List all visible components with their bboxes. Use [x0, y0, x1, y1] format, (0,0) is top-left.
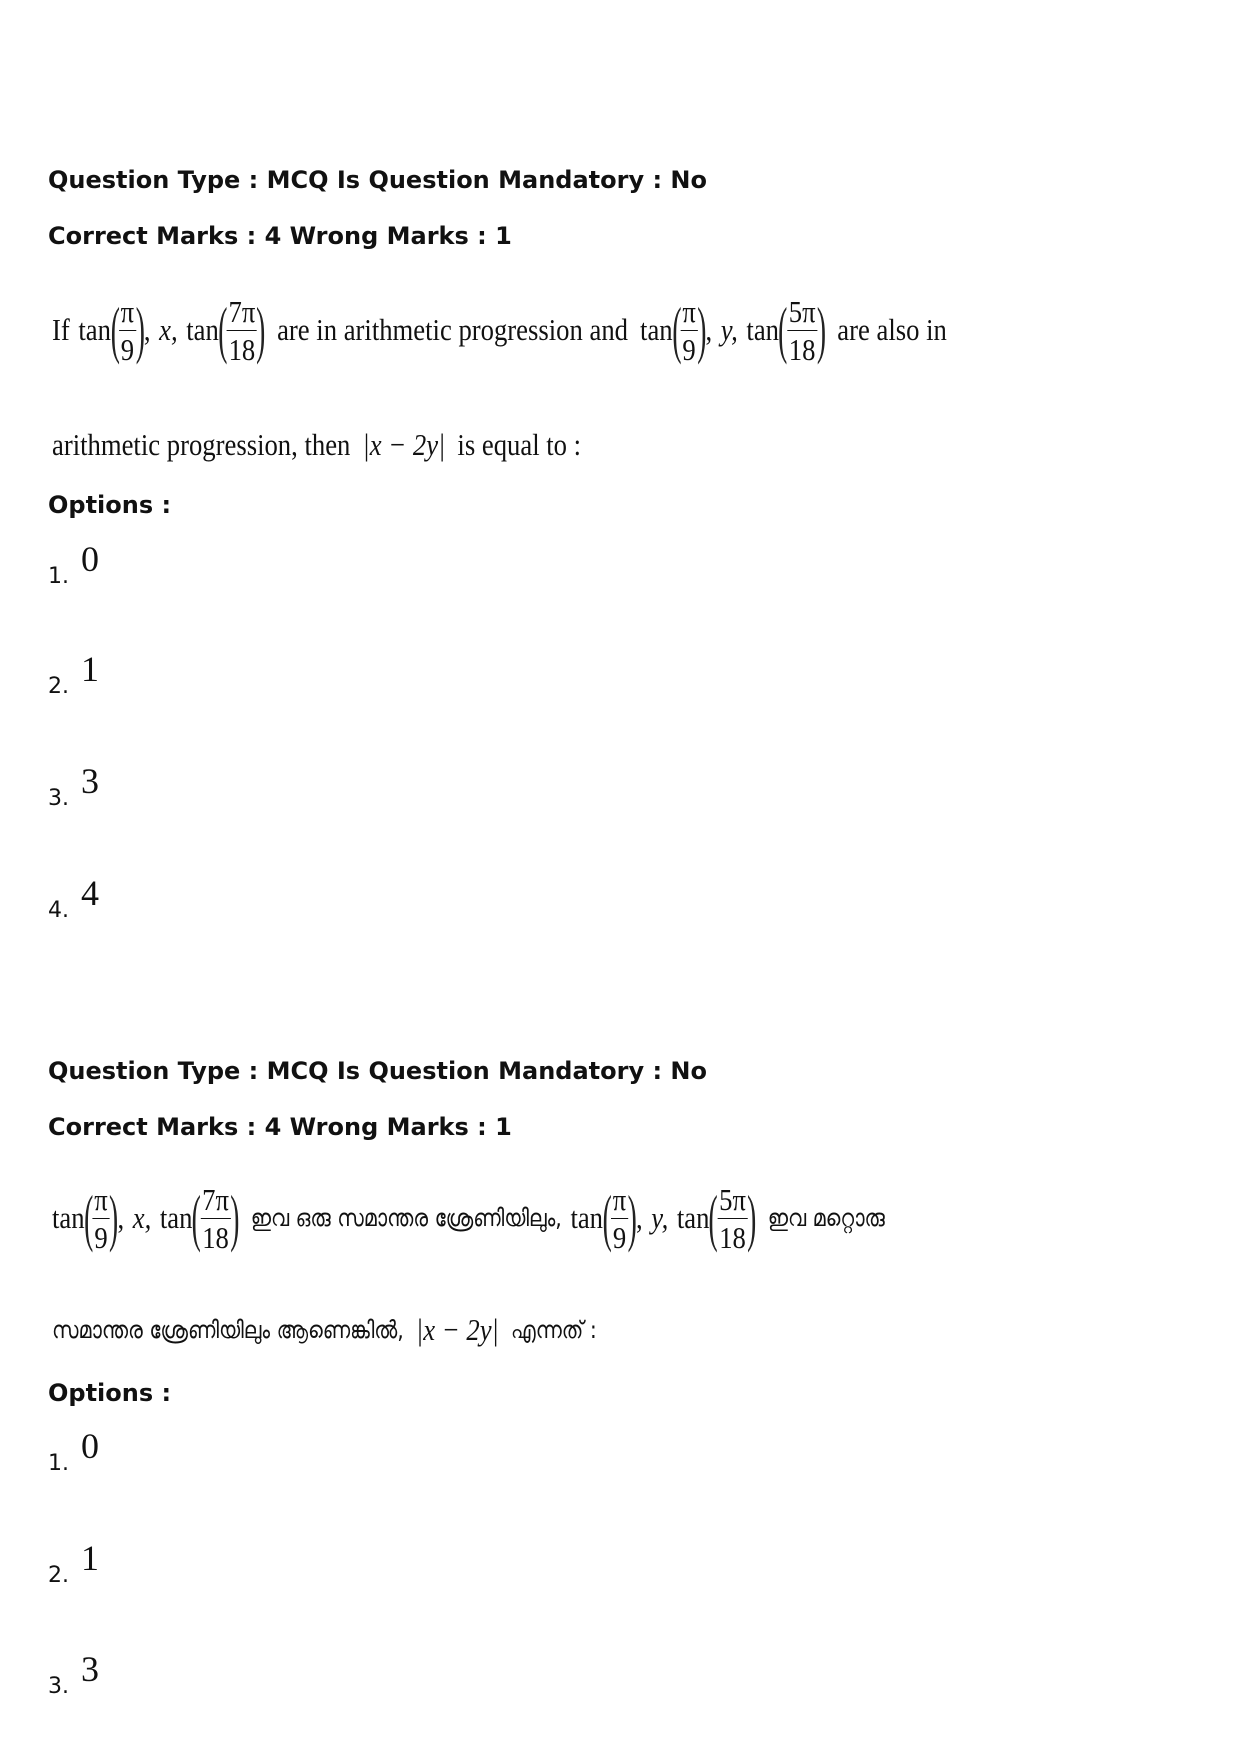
- question-text-end: are also in: [837, 312, 947, 347]
- tan-function: tan: [570, 1200, 604, 1235]
- option-value: 1: [81, 649, 99, 689]
- comma: ,: [635, 1200, 643, 1235]
- tan-function: tan: [78, 312, 111, 347]
- question-1-text-line-2: [52, 420, 581, 470]
- right-paren: ): [256, 294, 266, 365]
- option-index: 1.: [48, 1451, 69, 1476]
- question-text-tail: is equal to :: [457, 427, 582, 462]
- variable-y: y,: [651, 1200, 669, 1235]
- right-paren: ): [747, 1182, 757, 1253]
- question-text-end: ഇവ മറ്റൊരു: [767, 1204, 885, 1232]
- tan-function: tan: [676, 1200, 710, 1235]
- question-text-continuation: arithmetic progression, then: [52, 427, 351, 462]
- right-paren: ): [230, 1182, 240, 1253]
- question-text-middle: ഇവ ഒരു സമാന്തര ശ്രേണിയിലും,: [250, 1204, 562, 1232]
- option-index: 2.: [48, 674, 69, 699]
- tan-function: tan: [640, 312, 673, 347]
- question-1-text-line-1: [52, 280, 947, 380]
- option-3[interactable]: [48, 1649, 99, 1702]
- option-2[interactable]: [48, 1538, 99, 1591]
- left-paren: (: [778, 294, 788, 365]
- option-1[interactable]: [48, 539, 99, 592]
- comma: ,: [705, 312, 713, 347]
- option-index: 2.: [48, 1563, 69, 1588]
- tan-function: tan: [52, 1200, 85, 1235]
- question-2-type-line: Question Type : MCQ Is Question Mandatory : No: [48, 1057, 707, 1085]
- left-paren: (: [708, 1182, 719, 1253]
- left-paren: (: [672, 294, 682, 365]
- fraction-5pi-over-18: $\frac{5\pi}{18}$: [788, 293, 816, 367]
- fraction-pi-over-9: $\frac{\pi}{9}$: [682, 293, 696, 367]
- options-label: Options :: [48, 491, 172, 519]
- variable-x: x,: [132, 1200, 152, 1235]
- abs-expression: |x − 2y|: [415, 1312, 499, 1347]
- right-paren: ): [108, 1182, 119, 1253]
- option-value: 3: [81, 1649, 99, 1689]
- option-value: 4: [81, 873, 99, 913]
- right-paren: ): [696, 294, 707, 365]
- option-value: 3: [81, 761, 99, 801]
- options-label: Options :: [48, 1379, 172, 1407]
- question-1-type-line: Question Type : MCQ Is Question Mandatory : No: [48, 166, 707, 194]
- variable-y: y,: [720, 312, 738, 347]
- option-index: 3.: [48, 786, 69, 811]
- right-paren: ): [627, 1182, 637, 1253]
- abs-expression: |x − 2y|: [362, 427, 446, 462]
- left-paren: (: [602, 1182, 612, 1253]
- variable-x: x,: [159, 312, 178, 347]
- comma: ,: [117, 1200, 125, 1235]
- tan-function: tan: [159, 1200, 193, 1235]
- question-2-text-line-1: [52, 1168, 885, 1268]
- question-2-marks-line: Correct Marks : 4 Wrong Marks : 1: [48, 1113, 512, 1141]
- option-index: 1.: [48, 564, 69, 589]
- fraction-7pi-over-18: $\frac{7\pi}{18}$: [202, 1181, 229, 1255]
- fraction-pi-over-9: $\frac{\pi}{9}$: [94, 1181, 108, 1255]
- question-1-marks-line: Correct Marks : 4 Wrong Marks : 1: [48, 222, 512, 250]
- option-1[interactable]: [48, 1426, 99, 1479]
- option-value: 0: [81, 1426, 99, 1466]
- fraction-5pi-over-18: $\frac{5\pi}{18}$: [719, 1181, 746, 1255]
- comma: ,: [143, 312, 151, 347]
- right-paren: ): [816, 294, 826, 365]
- question-text-continuation: സമാന്തര ശ്രേണിയിലും ആണെങ്കിൽ,: [52, 1316, 404, 1344]
- left-paren: (: [191, 1182, 202, 1253]
- left-paren: (: [218, 294, 228, 365]
- option-value: 0: [81, 539, 99, 579]
- option-3[interactable]: [48, 761, 99, 814]
- fraction-7pi-over-18: $\frac{7\pi}{18}$: [228, 293, 256, 367]
- word-if: If: [52, 312, 70, 347]
- question-text-tail: എന്നത് :: [510, 1316, 597, 1344]
- question-2-text-line-2: [52, 1305, 597, 1355]
- option-value: 1: [81, 1538, 99, 1578]
- option-2[interactable]: [48, 649, 99, 702]
- question-text-middle: are in arithmetic progression and: [277, 312, 628, 347]
- right-paren: ): [135, 294, 145, 365]
- fraction-pi-over-9: $\frac{\pi}{9}$: [612, 1181, 627, 1255]
- left-paren: (: [83, 1182, 94, 1253]
- option-index: 4.: [48, 898, 69, 923]
- fraction-pi-over-9: $\frac{\pi}{9}$: [120, 293, 135, 367]
- tan-function: tan: [186, 312, 219, 347]
- option-index: 3.: [48, 1674, 69, 1699]
- left-paren: (: [110, 294, 120, 365]
- option-4[interactable]: [48, 873, 99, 926]
- tan-function: tan: [746, 312, 780, 347]
